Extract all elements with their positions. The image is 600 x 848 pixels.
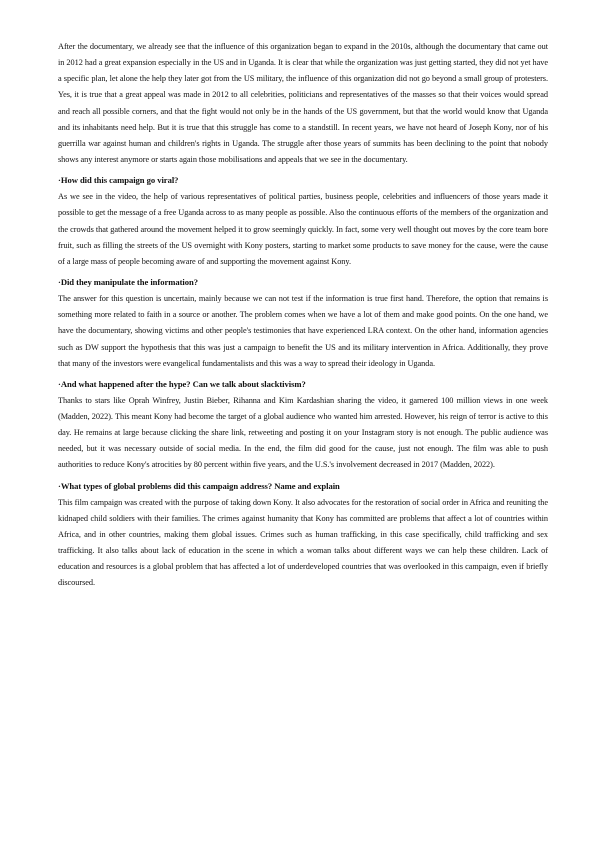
section-heading: ·How did this campaign go viral? <box>58 175 179 186</box>
section-global-problems <box>58 478 548 592</box>
section-slacktivism <box>58 376 548 474</box>
section-heading: ·Did they manipulate the information? <box>58 277 198 288</box>
section-paragraph: Thanks to stars like Oprah Winfrey, Justin Bieber, Rihanna and Kim Kardashian sharing the video, it garnered 100 million views in one week (Madden, 2022). This meant Kony had become the target of a global audience who wanted him arrested. However, his reign of terror is active to this day. He remains at large because clicking the share link, retweeting and posting it on your Instagram story is not enough. The public audience was needed, but it was necessary outside of social media. In the end, the film did good for the cause, just not enough. The film was able to push authorities to reduce Kony's atrocities by 80 percent within five years, and the U.S.'s involvement decreased in 2017 (Madden, 2022). <box>58 395 548 470</box>
section-heading: ·And what happened after the hype? Can we talk about slacktivism? <box>58 378 306 389</box>
section-paragraph: As we see in the video, the help of various representatives of political parties, business people, celebrities and influencers of those years made it possible to get the message of a free Uganda across to as many people as possible. Also the continuous efforts of the members of the organization and the crowds that gathered around the movement helped it to grow seemingly quickly. In fact, some very well thought out moves by the core team bore fruit, such as filling the streets of the US overnight with Kony posters, starting to market some products to save money for the cause, were the cause of a large mass of people becoming aware of and supporting the movement against Kony. <box>58 192 548 266</box>
section-paragraph: This film campaign was created with the purpose of taking down Kony. It also advocates for the restoration of social order in Africa and reuniting the kidnaped child soldiers with their families. The crimes against humanity that Kony has committed are problems that affect a lot of countries within Africa, and in other countries, making them global issues. Crimes such as human trafficking, in this case specifically, child trafficking and sex trafficking. It also talks about lack of education in the scene in which a woman talks about different ways we can help these children. Lack of education and resources is a global problem that has affected a lot of underdeveloped countries that was overlooked in this campaign, even if briefly discoursed. <box>58 497 548 588</box>
section-manipulation <box>58 274 548 372</box>
section-heading: ·What types of global problems did this campaign address? Name and explain <box>58 480 340 491</box>
section-viral <box>58 172 548 270</box>
intro-paragraph: After the documentary, we already see that the influence of this organization began to expand in the 2010s, although the documentary that came out in 2012 had a great expansion especially in the US and in Uganda. It is clear that while the organization was just getting started, they did not yet have a specific plan, let alone the help they later got from the US military, the influence of this organization did not go beyond a small group of protesters. Yes, it is true that a great appeal was made in 2012 to all celebrities, politicians and representatives of the masses so that their voices would spread and reach all possible corners, and that the fight would not only be in the hands of the US government, but that the world would know that Uganda and its inhabitants need help. But it is true that this struggle has come to a standstill. In recent years, we have not heard of Joseph Kony, nor of his guerrilla war against human and children's rights in Uganda. The struggle after those years of summits has been declining to the point that nobody shows any interest anymore or starts again those mobilisations and appeals that we see in the documentary. <box>58 42 548 165</box>
section-paragraph: The answer for this question is uncertain, mainly because we can not test if the information is true first hand. Therefore, the option that remains is something more related to faith in a source or another. The problem comes when we have a lot of them and make good points. On the one hand, we have the documentary, showing victims and other people's testimonies that have experienced LRA context. On the other hand, information agencies such as DW support the hypothesis that this was just a campaign to benefit the US and its military intervention in Africa. Additionally, they prove that many of the investors were evangelical fundamentalists and this was a way to spread their ideology in Uganda. <box>58 294 548 368</box>
